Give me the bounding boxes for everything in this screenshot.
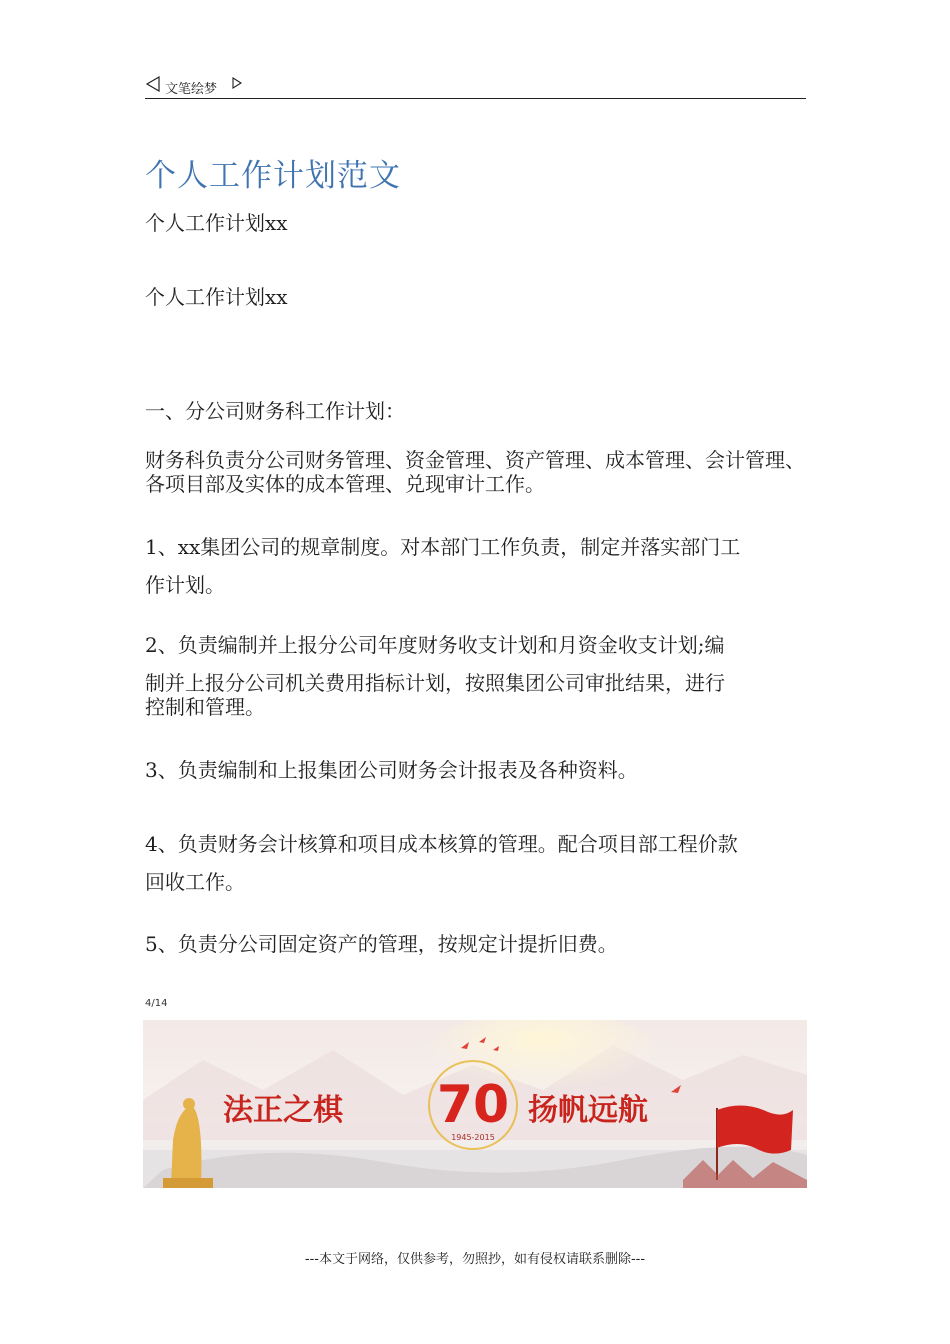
list-item-line: 制并上报分公司机关费用指标计划，按照集团公司审批结果，进行 bbox=[145, 671, 725, 695]
list-item bbox=[145, 633, 810, 719]
header-brand: 文笔绘梦 bbox=[165, 82, 218, 97]
page-header bbox=[145, 74, 806, 99]
banner-right-slogan: 扬帆远航 bbox=[528, 1093, 648, 1128]
triangle-left-icon bbox=[145, 76, 161, 92]
triangle-right-icon bbox=[231, 76, 243, 90]
list-item-line: 2、负责编制并上报分公司年度财务收支计划和月资金收支计划;编 bbox=[145, 633, 725, 657]
subtitle-line: 个人工作计划xx bbox=[145, 211, 288, 235]
page-footer: ---本文于网络，仅供参考，勿照抄，如有侵权请联系删除--- bbox=[304, 1252, 646, 1267]
list-item-line: 4、负责财务会计核算和项目成本核算的管理。配合项目部工程价款 bbox=[145, 832, 738, 856]
section-intro: 财务科负责分公司财务管理、资金管理、资产管理、成本管理、会计管理、各项目部及实体的成本管理、兑现审计工作。 bbox=[145, 448, 805, 496]
badge-years: 1945-2015 bbox=[451, 1133, 495, 1142]
section-heading: 一、分公司财务科工作计划： bbox=[145, 399, 405, 423]
page-number: 4/14 bbox=[145, 998, 168, 1009]
banner-artwork bbox=[143, 1020, 807, 1188]
list-item bbox=[145, 758, 810, 782]
document-title: 个人工作计划范文 bbox=[145, 158, 401, 194]
list-item bbox=[145, 932, 810, 956]
list-item-line: 作计划。 bbox=[145, 573, 225, 597]
list-item-line: 控制和管理。 bbox=[145, 695, 265, 719]
list-item-line: 回收工作。 bbox=[145, 870, 245, 894]
badge-number: 70 bbox=[436, 1075, 510, 1135]
list-item bbox=[145, 825, 810, 901]
list-item-line: 3、负责编制和上报集团公司财务会计报表及各种资料。 bbox=[145, 758, 638, 782]
banner-image bbox=[143, 1020, 807, 1188]
list-item-line: 1、xx集团公司的规章制度。对本部门工作负责，制定并落实部门工 bbox=[145, 535, 741, 559]
banner-left-slogan: 法正之棋 bbox=[223, 1093, 343, 1128]
list-item-line: 5、负责分公司固定资产的管理，按规定计提折旧费。 bbox=[145, 932, 618, 956]
anniversary-badge bbox=[429, 1061, 517, 1149]
subtitle-line: 个人工作计划xx bbox=[145, 285, 288, 309]
list-item bbox=[145, 528, 810, 604]
